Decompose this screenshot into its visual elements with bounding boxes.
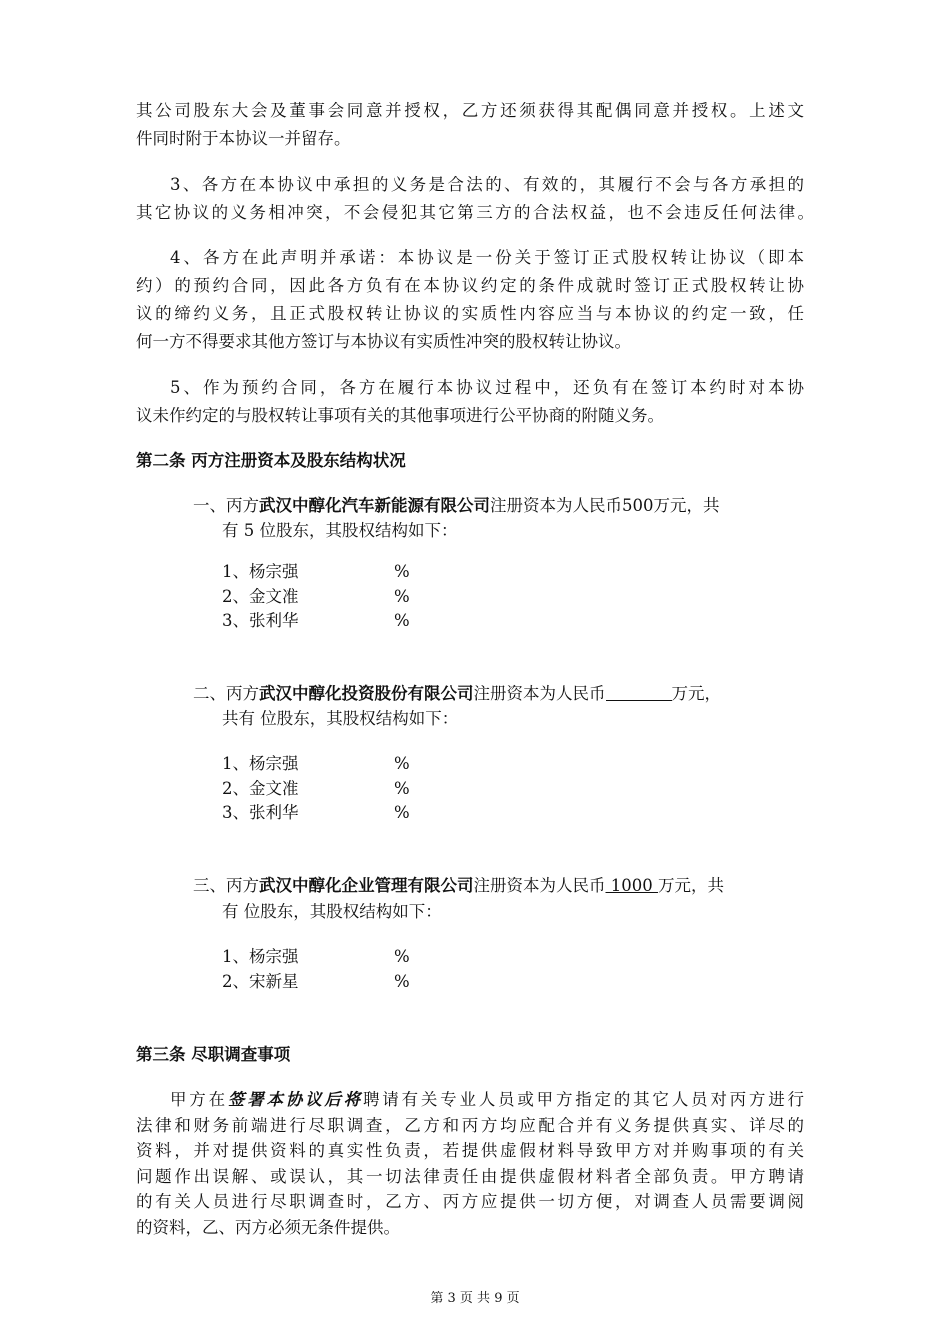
shareholder-no: 2、 xyxy=(222,972,249,991)
company-2-shareholder-1 xyxy=(222,752,410,776)
article-3-line-6: 的资料，乙、丙方必须无条件提供。 xyxy=(136,1218,400,1237)
shareholder-name: 杨宗强 xyxy=(249,562,299,581)
company-2-line-2: 共有 位股东，其股权结构如下： xyxy=(222,709,459,728)
article-3-emphasis: 签署本协议后将 xyxy=(227,1090,363,1109)
shareholder-name: 杨宗强 xyxy=(249,754,299,773)
clause-4-line-2: 约）的预约合同，因此各方负有在本协议约定的条件成就时签订正式股权转让协 xyxy=(136,276,804,295)
shareholder-name: 杨宗强 xyxy=(249,947,299,966)
shareholder-name: 张利华 xyxy=(249,803,299,822)
company-2-shareholder-3 xyxy=(222,801,410,825)
company-1-capital-post: 万元，共 xyxy=(653,496,720,515)
company-3-capital-post: 万元，共 xyxy=(657,876,724,895)
shareholder-no: 2、 xyxy=(222,587,249,606)
clause-4-line-4: 何一方不得要求其他方签订与本协议有实质性冲突的股权转让协议。 xyxy=(136,332,631,351)
shareholder-name: 金文准 xyxy=(249,587,299,606)
company-1-line-1 xyxy=(193,494,720,518)
shareholder-no: 1、 xyxy=(222,754,249,773)
company-1-shareholder-3 xyxy=(222,609,410,633)
company-2-capital-post: 万元， xyxy=(671,684,721,703)
company-3-line-2: 有 位股东，其股权结构如下： xyxy=(222,902,442,921)
shareholder-no: 1、 xyxy=(222,947,249,966)
article-3-post: 聘请有关专业人员或甲方指定的其它人员对丙方进行 xyxy=(362,1090,804,1109)
clause-5-line-1: 5、作为预约合同，各方在履行本协议过程中，还负有在签订本约时对本协 xyxy=(170,378,804,397)
clause-4-line-1: 4、各方在此声明并承诺：本协议是一份关于签订正式股权转让协议（即本 xyxy=(170,248,804,267)
company-1-prefix: 一、丙方 xyxy=(193,496,259,515)
company-3-line-1 xyxy=(193,874,724,898)
clause-3-line-1: 3、各方在本协议中承担的义务是合法的、有效的，其履行不会与各方承担的 xyxy=(170,175,804,194)
article-3-line-2: 法律和财务前端进行尽职调查，乙方和丙方均应配合并有义务提供真实、详尽的 xyxy=(136,1116,804,1135)
shareholder-name: 张利华 xyxy=(249,611,299,630)
company-1-capital: 500 xyxy=(622,496,654,515)
company-3-capital: 1000 xyxy=(605,876,658,895)
intro-line-1: 其公司股东大会及董事会同意并授权，乙方还须获得其配偶同意并授权。上述文 xyxy=(136,101,804,120)
company-1-shareholder-1 xyxy=(222,560,410,584)
shareholder-no: 2、 xyxy=(222,779,249,798)
company-1-shareholder-2 xyxy=(222,585,410,609)
company-3-name: 武汉中醇化企业管理有限公司 xyxy=(259,876,474,895)
article-3-pre: 甲方在 xyxy=(170,1090,228,1109)
shareholder-pct: % xyxy=(394,754,410,773)
company-3-prefix: 三、丙方 xyxy=(193,876,259,895)
article-3-line-3: 资料，并对提供资料的真实性负责，若提供虚假材料导致甲方对并购事项的有关 xyxy=(136,1141,804,1160)
company-1-capital-pre: 注册资本为人民币 xyxy=(490,496,622,515)
clause-4-line-3: 议的缔约义务，且正式股权转让协议的实质性内容应当与本协议的约定一致，任 xyxy=(136,304,804,323)
company-2-capital-pre: 注册资本为人民币 xyxy=(473,684,606,703)
article-3-heading: 第三条 尽职调查事项 xyxy=(136,1045,291,1064)
article-3-line-5: 的有关人员进行尽职调查时，乙方、丙方应提供一切方便，对调查人员需要调阅 xyxy=(136,1192,804,1211)
shareholder-pct: % xyxy=(394,562,410,581)
company-2-line-1 xyxy=(193,682,721,706)
company-2-name: 武汉中醇化投资股份有限公司 xyxy=(259,684,474,703)
shareholder-no: 3、 xyxy=(222,611,249,630)
shareholder-pct: % xyxy=(394,803,410,822)
article-2-heading: 第二条 丙方注册资本及股东结构状况 xyxy=(136,451,406,470)
shareholder-name: 宋新星 xyxy=(249,972,299,991)
company-3-shareholder-2 xyxy=(222,970,410,994)
company-2-capital-blank xyxy=(606,682,672,701)
clause-3-line-2: 其它协议的义务相冲突，不会侵犯其它第三方的合法权益，也不会违反任何法律。 xyxy=(136,203,814,222)
company-1-line-2: 有 5 位股东，其股权结构如下： xyxy=(222,521,458,540)
shareholder-no: 3、 xyxy=(222,803,249,822)
company-3-shareholder-1 xyxy=(222,945,410,969)
company-3-capital-pre: 注册资本为人民币 xyxy=(473,876,606,895)
clause-5-line-2: 议未作约定的与股权转让事项有关的其他事项进行公平协商的附随义务。 xyxy=(136,406,664,425)
company-2-prefix: 二、丙方 xyxy=(193,684,259,703)
company-2-shareholder-2 xyxy=(222,777,410,801)
shareholder-pct: % xyxy=(394,947,410,966)
company-1-name: 武汉中醇化汽车新能源有限公司 xyxy=(259,496,490,515)
shareholder-pct: % xyxy=(394,779,410,798)
intro-line-2: 件同时附于本协议一并留存。 xyxy=(136,129,351,148)
article-3-line-4: 问题作出误解、或误认，其一切法律责任由提供虚假材料者全部负责。甲方聘请 xyxy=(136,1167,804,1186)
shareholder-pct: % xyxy=(394,972,410,991)
shareholder-pct: % xyxy=(394,611,410,630)
article-3-line-1 xyxy=(170,1088,804,1112)
page-footer: 第 3 页 共 9 页 xyxy=(430,1291,520,1306)
shareholder-pct: % xyxy=(394,587,410,606)
shareholder-name: 金文准 xyxy=(249,779,299,798)
shareholder-no: 1、 xyxy=(222,562,249,581)
